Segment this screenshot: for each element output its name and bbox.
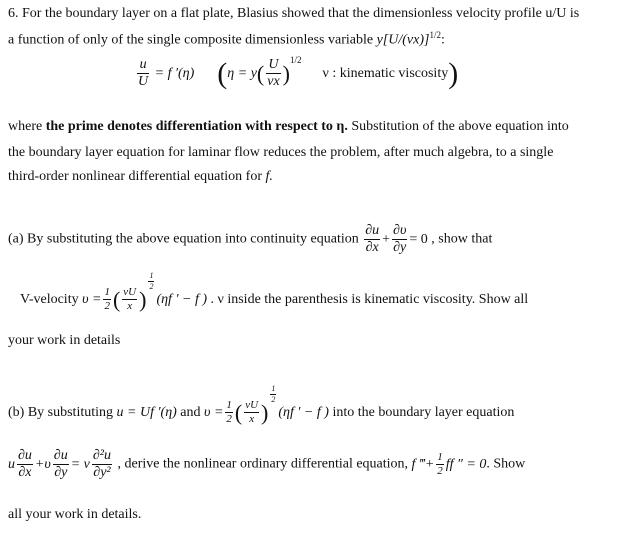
v-velocity-label: V-velocity: [20, 291, 79, 307]
part-a-text: (a) By substituting the above equation into continuity equation: [8, 231, 359, 247]
part-b-line: (b) By substituting u = Uf ′(η) and υ = $\frac{1}{2}$ ( $\frac{\nu U}{x}$ ) $\frac{1}{2}$ (ηf ′ − f ) into the boundary layer equation: [8, 384, 515, 426]
eta-definition: η = y: [227, 66, 257, 81]
blasius-equation: $\frac{u}{U}$ = f ′(η) (η = y( $\frac{U}{\nu x}$ )$^{1/2}$ ν : kinematic viscosity): [138, 55, 459, 90]
where-line-3: third-order nonlinear differential equation for f.: [8, 169, 273, 184]
u-over-U-fraction: $\frac{u}{U}$: [138, 57, 149, 90]
final-line: all your work in details.: [8, 507, 142, 522]
intro-line-1: [8, 6, 579, 22]
v-velocity-note: . ν inside the parenthesis is kinematic viscosity. Show all: [210, 291, 529, 307]
v-velocity-equation: υ = $\frac{1}{2}$ ( $\frac{\nu U}{x}$ ) $\frac{1}{2}$ (ηf ′ − f ): [82, 271, 208, 313]
composite-exponent: 1/2: [429, 30, 441, 40]
blasius-ode: f ‴+ $\frac{1}{2}$ ff ″ = 0: [411, 451, 487, 477]
where-line-2: the boundary layer equation for laminar flow reduces the problem, after much algebra, to a single: [8, 145, 554, 160]
v-velocity-line: [20, 272, 528, 312]
boundary-layer-line: u $\frac{\partial u}{\partial x}$ +υ $\frac{\partial u}{\partial y}$ = ν $\frac{\text{∂²u}}{\text{∂y²}}$ , derive the nonlinear ordinary differential equation, f ‴+ $\frac{1}{2}$ ff ″ = 0. Show: [8, 448, 526, 480]
eta-exponent: 1/2: [290, 55, 302, 65]
composite-variable: y[U/(νx)]: [376, 32, 430, 48]
where-line-1: where the prime denotes differentiation with respect to η. Substitution of the above equation into: [8, 119, 569, 134]
intro-colon: :: [440, 32, 445, 48]
f-prime-eta: = f ′(η): [154, 66, 195, 81]
intro-text-2: a function of only of the single composite dimensionless variable: [8, 32, 377, 48]
U-over-nux-fraction: $\frac{U}{\nu x}$: [267, 57, 280, 90]
v-velocity-line-2: your work in details: [8, 333, 121, 348]
v-substitution: υ = $\frac{1}{2}$ ( $\frac{\nu U}{x}$ ) $\frac{1}{2}$ (ηf ′ − f ): [204, 384, 329, 426]
boundary-layer-equation: u $\frac{\partial u}{\partial x}$ +υ $\frac{\partial u}{\partial y}$ = ν $\frac{\text{∂²u}}{\text{∂y²}}$: [8, 448, 112, 480]
continuity-equation: $\frac{\partial u}{\partial x}$ + $\frac{\partial\upsilon}{\partial y}$ = 0: [365, 223, 428, 255]
part-b-text: (b) By substituting: [8, 404, 117, 420]
intro-text-1: 6. For the boundary layer on a flat plate, Blasius showed that the dimensionless velocity profile u/U is: [8, 6, 580, 21]
kinematic-viscosity-note: ν : kinematic viscosity: [322, 66, 449, 81]
part-a-line: (a) By substituting the above equation into continuity equation $\frac{\partial u}{\partial x}$ + $\frac{\partial\upsilon}{\partial y}$ = 0 , show that: [8, 223, 493, 255]
u-substitution: u = Uf ′(η): [116, 404, 177, 420]
intro-line-2: [8, 30, 445, 49]
left-paren: (: [217, 56, 228, 90]
prime-definition: the prime denotes differentiation with respect to η.: [45, 119, 348, 134]
